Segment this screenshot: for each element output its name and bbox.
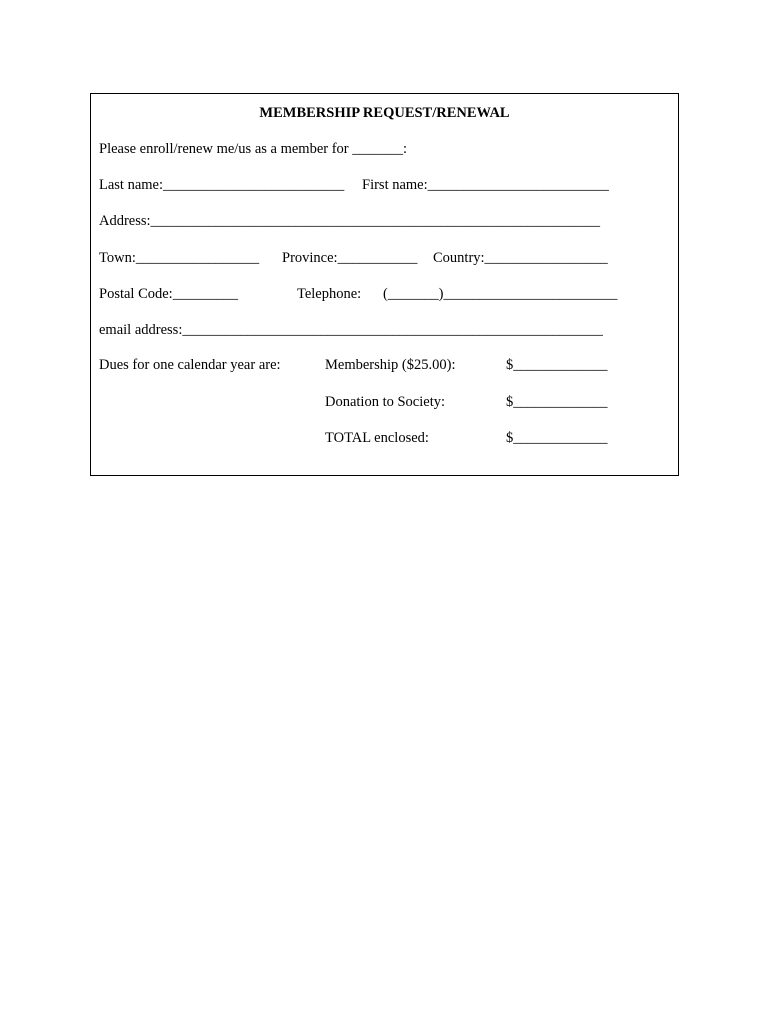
first-name-field: First name:_________________________: [362, 177, 609, 193]
donation-amount-field: $_____________: [506, 394, 608, 410]
postal-code-field: Postal Code:_________: [99, 286, 238, 302]
town-field: Town:_________________: [99, 250, 260, 266]
dues-label: Dues for one calendar year are:: [99, 357, 281, 373]
form-title: MEMBERSHIP REQUEST/RENEWAL: [259, 105, 510, 121]
telephone-label: Telephone:: [297, 286, 362, 302]
address-field: Address:______________________________________________________________: [99, 213, 601, 229]
total-amount-field: $_____________: [506, 430, 608, 446]
total-label: TOTAL enclosed:: [325, 430, 429, 446]
telephone-field: (_______)________________________: [383, 286, 618, 302]
donation-label: Donation to Society:: [325, 394, 446, 410]
last-name-field: Last name:_________________________: [99, 177, 345, 193]
membership-amount-field: $_____________: [506, 357, 608, 373]
membership-label: Membership ($25.00):: [325, 357, 456, 373]
membership-form: [90, 93, 679, 476]
province-field: Province:___________: [282, 250, 418, 266]
enroll-line: Please enroll/renew me/us as a member for _______:: [99, 141, 408, 157]
email-field: email address:__________________________________________________________: [99, 322, 603, 338]
country-field: Country:_________________: [433, 250, 608, 266]
